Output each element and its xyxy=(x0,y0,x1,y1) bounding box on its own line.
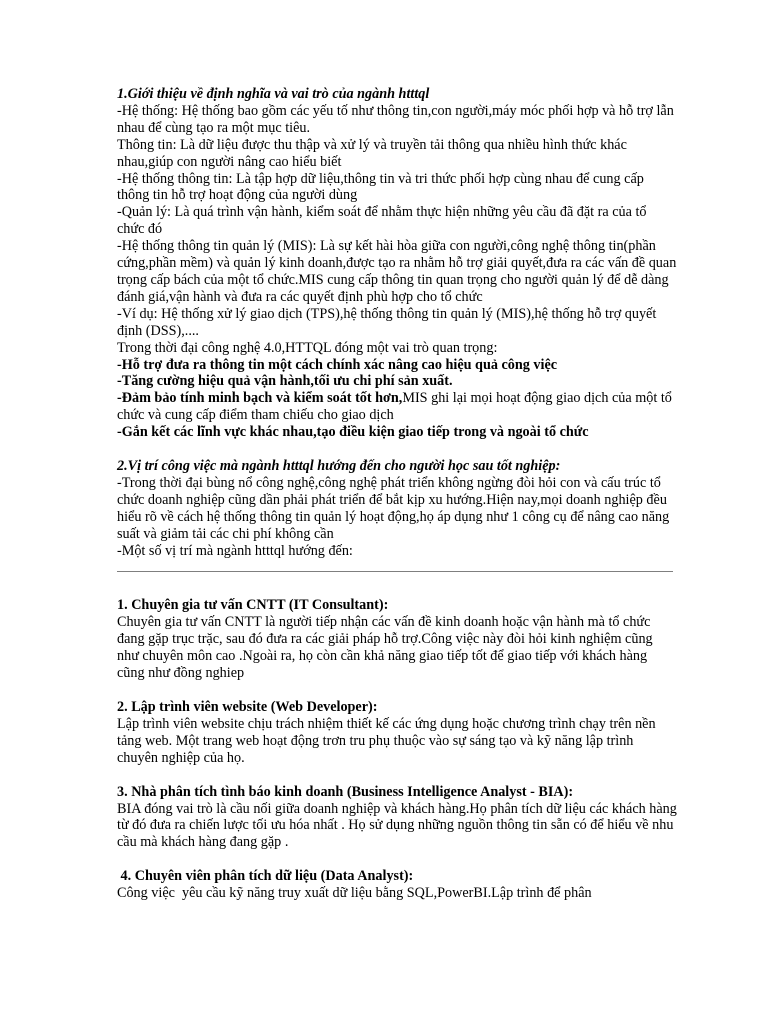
role-item-3-bold: -Đảm bảo tính minh bạch và kiểm soát tốt hơn, xyxy=(117,390,403,407)
spacer xyxy=(117,441,677,458)
job-desc-2: Lập trình viên website chịu trách nhiệm thiết kế các ứng dụng hoặc chương trình chạy trên nền tảng web. Một trang web hoạt động trơn tru phụ thuộc vào sự sáng tạo và kỹ năng lập trình chuyên nghiệp của họ. xyxy=(117,715,656,766)
role-item-1: -Hỗ trợ đưa ra thông tin một cách chính xác nâng cao hiệu quả công việc xyxy=(117,356,558,373)
job-desc-4: Công việc yêu cầu kỹ năng truy xuất dữ liệu bằng SQL,PowerBI.Lập trình để phân xyxy=(117,885,592,902)
section2-paragraph: -Trong thời đại bùng nổ công nghệ,công nghệ phát triển không ngừng đòi hỏi con và cấu trúc tổ chức doanh nghiệp cũng dần phải phát triển để bắt kịp xu hướng.Hiện nay,mọi doanh nghiệp đều hiểu rõ về cách hệ thống thông tin quản lý hoạt động,họ áp dụng như 1 công cụ để nâng cao năng suất và giảm tải các chi phí không cần xyxy=(117,474,670,542)
job-desc-1: Chuyên gia tư vấn CNTT là người tiếp nhận các vấn đề kinh doanh hoặc vận hành mà tổ chức đang gặp trục trặc, sau đó đưa ra các giải pháp hỗ trợ.Công việc này đòi hỏi kinh nghiệm cũng như chuyên môn cao .Ngoài ra, họ còn cần khả năng giao tiếp tốt để giao tiếp với khách hàng cũng như đồng nghiep xyxy=(117,614,653,682)
section2-heading: 2.Vị trí công việc mà ngành htttql hướng đến cho người học sau tốt nghiệp: xyxy=(117,458,561,475)
spacer xyxy=(117,767,677,784)
section1-heading: 1.Giới thiệu về định nghĩa và vai trò của ngành htttql xyxy=(117,86,430,102)
definition-information-system: -Hệ thống thông tin: Là tập hợp dữ liệu,thông tin và tri thức phối hợp cùng nhau để cung cấp thông tin hỗ trợ hoạt động của người dùng xyxy=(117,170,644,204)
job-title-4: 4. Chuyên viên phân tích dữ liệu (Data Analyst): xyxy=(117,868,414,885)
definition-system: -Hệ thống: Hệ thống bao gồm các yếu tố như thông tin,con người,máy móc phối hợp và hỗ trợ lẫn nhau để cùng tạo ra một mục tiêu. xyxy=(117,102,674,136)
role-item-3 xyxy=(117,390,677,424)
spacer xyxy=(117,682,677,699)
role-item-2: -Tăng cường hiệu quả vận hành,tối ưu chi phí sản xuất. xyxy=(117,373,453,390)
document-page xyxy=(117,86,677,902)
spacer xyxy=(117,572,677,597)
definition-information: Thông tin: Là dữ liệu được thu thập và xử lý và truyền tải thông qua nhiều hình thức khác nhau,giúp con người nâng cao hiểu biết xyxy=(117,136,627,170)
role-intro: Trong thời đại công nghệ 4.0,HTTQL đóng một vai trò quan trọng: xyxy=(117,339,498,356)
definition-management: -Quản lý: Là quá trình vận hành, kiểm soát để nhằm thực hiện những yêu cầu đã đặt ra của tổ chức đó xyxy=(117,204,647,238)
section2-positions-intro: -Một số vị trí mà ngành htttql hướng đến: xyxy=(117,542,353,559)
job-title-2: 2. Lập trình viên website (Web Developer): xyxy=(117,699,378,715)
job-desc-3: BIA đóng vai trò là cầu nối giữa doanh nghiệp và khách hàng.Họ phân tích dữ liệu các khách hàng từ đó đưa ra chiến lược tối ưu hóa nhất . Họ sử dụng những nguồn thông tin sẵn có để hiểu về nhu cầu mà khách hàng đang gặp . xyxy=(117,800,677,851)
role-item-4: -Gắn kết các lĩnh vực khác nhau,tạo điều kiện giao tiếp trong và ngoài tổ chức xyxy=(117,424,589,441)
job-title-3: 3. Nhà phân tích tình báo kinh doanh (Business Intelligence Analyst - BIA): xyxy=(117,783,574,800)
role-item-3-rest: MIS ghi lại mọi hoạt động giao dịch của một tổ chức và cung cấp điểm tham chiếu cho giao dịch xyxy=(117,390,672,424)
example-paragraph: -Ví dụ: Hệ thống xử lý giao dịch (TPS),hệ thống thông tin quản lý (MIS),hệ thống hỗ trợ quyết định (DSS),.... xyxy=(117,305,657,339)
job-title-1: 1. Chuyên gia tư vấn CNTT (IT Consultant): xyxy=(117,597,389,614)
spacer xyxy=(117,851,677,868)
definition-mis: -Hệ thống thông tin quản lý (MIS): Là sự kết hài hòa giữa con người,công nghệ thông tin(phần cứng,phần mềm) và quản lý kinh doanh,được tạo ra nhằm hỗ trợ giải quyết,đưa ra các vấn đề quan trọng cấp bách của một tổ chức.MIS cung cấp thông tin quan trọng cho người quản lý để dễ dàng đánh giá,vận hành và đưa ra các quyết định phù hợp cho tổ chức xyxy=(117,238,677,305)
